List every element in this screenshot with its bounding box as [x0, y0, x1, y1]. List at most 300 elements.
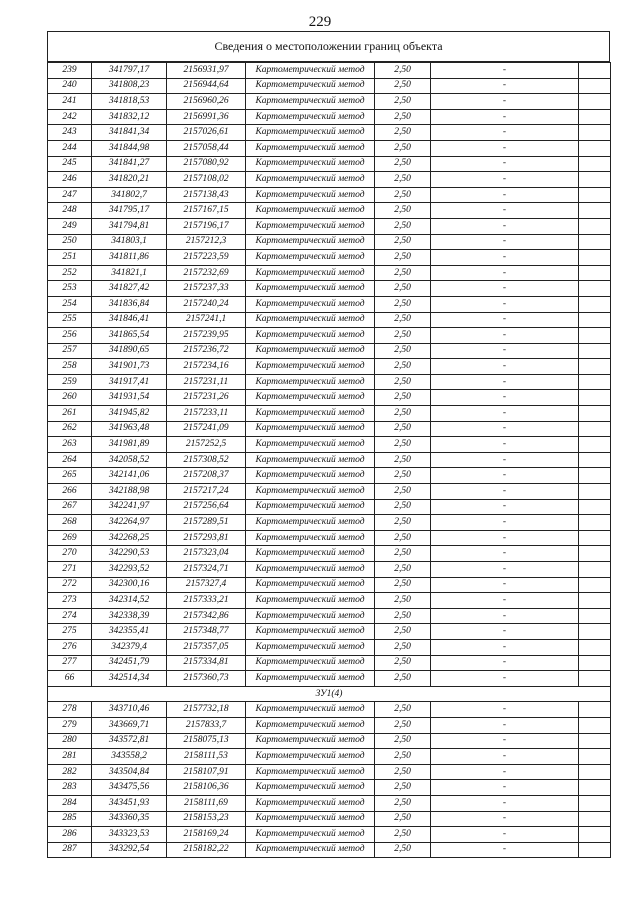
table-row — [48, 593, 611, 609]
table-row — [48, 125, 611, 141]
y-coordinate-cell: 2157232,69 — [167, 265, 246, 281]
x-coordinate-cell: 341808,23 — [92, 78, 167, 94]
point-number-cell: 271 — [48, 562, 92, 578]
accuracy-cell: 2,50 — [375, 296, 431, 312]
y-coordinate-cell: 2157333,21 — [167, 593, 246, 609]
document-sheet — [47, 31, 610, 858]
accuracy-cell: 2,50 — [375, 764, 431, 780]
description-cell: - — [431, 530, 579, 546]
accuracy-cell: 2,50 — [375, 172, 431, 188]
description-cell: - — [431, 421, 579, 437]
method-cell: Картометрический метод — [246, 562, 375, 578]
y-coordinate-cell: 2157196,17 — [167, 218, 246, 234]
x-coordinate-cell: 342451,79 — [92, 655, 167, 671]
method-cell: Картометрический метод — [246, 406, 375, 422]
empty-cell — [579, 234, 611, 250]
empty-cell — [579, 562, 611, 578]
table-row — [48, 265, 611, 281]
table-row — [48, 624, 611, 640]
point-number-cell: 276 — [48, 639, 92, 655]
x-coordinate-cell: 342058,52 — [92, 452, 167, 468]
method-cell: Картометрический метод — [246, 717, 375, 733]
accuracy-cell: 2,50 — [375, 499, 431, 515]
empty-cell — [579, 125, 611, 141]
table-row — [48, 78, 611, 94]
empty-cell — [579, 94, 611, 110]
description-cell: - — [431, 811, 579, 827]
table-row — [48, 343, 611, 359]
y-coordinate-cell: 2157252,5 — [167, 437, 246, 453]
method-cell: Картометрический метод — [246, 780, 375, 796]
method-cell: Картометрический метод — [246, 764, 375, 780]
table-row — [48, 328, 611, 344]
y-coordinate-cell: 2157231,11 — [167, 374, 246, 390]
empty-cell — [579, 608, 611, 624]
method-cell: Картометрический метод — [246, 608, 375, 624]
accuracy-cell: 2,50 — [375, 359, 431, 375]
empty-cell — [579, 359, 611, 375]
accuracy-cell: 2,50 — [375, 702, 431, 718]
description-cell: - — [431, 671, 579, 687]
description-cell: - — [431, 795, 579, 811]
table-row — [48, 390, 611, 406]
point-number-cell: 281 — [48, 749, 92, 765]
y-coordinate-cell: 2157138,43 — [167, 187, 246, 203]
empty-cell — [579, 624, 611, 640]
point-number-cell: 240 — [48, 78, 92, 94]
accuracy-cell: 2,50 — [375, 187, 431, 203]
description-cell: - — [431, 296, 579, 312]
description-cell: - — [431, 250, 579, 266]
page-number: 229 — [308, 14, 332, 30]
y-coordinate-cell: 2157223,59 — [167, 250, 246, 266]
description-cell: - — [431, 437, 579, 453]
empty-cell — [579, 78, 611, 94]
table-row — [48, 608, 611, 624]
description-cell: - — [431, 733, 579, 749]
empty-cell — [579, 437, 611, 453]
point-number-cell: 244 — [48, 140, 92, 156]
empty-cell — [579, 827, 611, 843]
x-coordinate-cell: 343669,71 — [92, 717, 167, 733]
table-row — [48, 187, 611, 203]
method-cell: Картометрический метод — [246, 265, 375, 281]
point-number-cell: 66 — [48, 671, 92, 687]
point-number-cell: 260 — [48, 390, 92, 406]
point-number-cell: 264 — [48, 452, 92, 468]
x-coordinate-cell: 342141,06 — [92, 468, 167, 484]
description-cell: - — [431, 655, 579, 671]
description-cell: - — [431, 265, 579, 281]
point-number-cell: 256 — [48, 328, 92, 344]
accuracy-cell: 2,50 — [375, 452, 431, 468]
y-coordinate-cell: 2157026,61 — [167, 125, 246, 141]
method-cell: Картометрический метод — [246, 281, 375, 297]
description-cell: - — [431, 749, 579, 765]
x-coordinate-cell: 341865,54 — [92, 328, 167, 344]
empty-cell — [579, 749, 611, 765]
empty-cell — [579, 546, 611, 562]
x-coordinate-cell: 343710,46 — [92, 702, 167, 718]
empty-cell — [579, 515, 611, 531]
method-cell: Картометрический метод — [246, 639, 375, 655]
accuracy-cell: 2,50 — [375, 530, 431, 546]
x-coordinate-cell: 342293,52 — [92, 562, 167, 578]
y-coordinate-cell: 2157234,16 — [167, 359, 246, 375]
x-coordinate-cell: 343558,2 — [92, 749, 167, 765]
method-cell: Картометрический метод — [246, 343, 375, 359]
description-cell: - — [431, 156, 579, 172]
method-cell: Картометрический метод — [246, 624, 375, 640]
empty-cell — [579, 655, 611, 671]
table-row — [48, 374, 611, 390]
point-number-cell: 284 — [48, 795, 92, 811]
description-cell: - — [431, 827, 579, 843]
point-number-cell: 267 — [48, 499, 92, 515]
accuracy-cell: 2,50 — [375, 671, 431, 687]
y-coordinate-cell: 2157240,24 — [167, 296, 246, 312]
table-title: Сведения о местоположении границ объекта — [47, 31, 610, 62]
point-number-cell: 248 — [48, 203, 92, 219]
method-cell: Картометрический метод — [246, 452, 375, 468]
empty-cell — [579, 577, 611, 593]
x-coordinate-cell: 343475,56 — [92, 780, 167, 796]
x-coordinate-cell: 341797,17 — [92, 63, 167, 79]
accuracy-cell: 2,50 — [375, 328, 431, 344]
empty-cell — [579, 499, 611, 515]
empty-cell — [579, 343, 611, 359]
x-coordinate-cell: 341827,42 — [92, 281, 167, 297]
description-cell: - — [431, 406, 579, 422]
method-cell: Картометрический метод — [246, 359, 375, 375]
empty-cell — [579, 187, 611, 203]
empty-cell — [579, 281, 611, 297]
accuracy-cell: 2,50 — [375, 125, 431, 141]
method-cell: Картометрический метод — [246, 671, 375, 687]
table-row — [48, 234, 611, 250]
empty-cell — [579, 764, 611, 780]
y-coordinate-cell: 2158153,23 — [167, 811, 246, 827]
method-cell: Картометрический метод — [246, 94, 375, 110]
empty-cell — [579, 312, 611, 328]
accuracy-cell: 2,50 — [375, 795, 431, 811]
y-coordinate-cell: 2158182,22 — [167, 842, 246, 858]
description-cell: - — [431, 234, 579, 250]
y-coordinate-cell: 2157058,44 — [167, 140, 246, 156]
accuracy-cell: 2,50 — [375, 250, 431, 266]
accuracy-cell: 2,50 — [375, 608, 431, 624]
table-row — [48, 702, 611, 718]
y-coordinate-cell: 2157289,51 — [167, 515, 246, 531]
y-coordinate-cell: 2157241,09 — [167, 421, 246, 437]
description-cell: - — [431, 515, 579, 531]
method-cell: Картометрический метод — [246, 702, 375, 718]
accuracy-cell: 2,50 — [375, 234, 431, 250]
x-coordinate-cell: 341931,54 — [92, 390, 167, 406]
description-cell: - — [431, 343, 579, 359]
accuracy-cell: 2,50 — [375, 140, 431, 156]
accuracy-cell: 2,50 — [375, 265, 431, 281]
method-cell: Картометрический метод — [246, 203, 375, 219]
y-coordinate-cell: 2157323,04 — [167, 546, 246, 562]
description-cell: - — [431, 702, 579, 718]
accuracy-cell: 2,50 — [375, 733, 431, 749]
description-cell: - — [431, 717, 579, 733]
x-coordinate-cell: 342188,98 — [92, 484, 167, 500]
y-coordinate-cell: 2157239,95 — [167, 328, 246, 344]
x-coordinate-cell: 341890,65 — [92, 343, 167, 359]
description-cell: - — [431, 499, 579, 515]
accuracy-cell: 2,50 — [375, 406, 431, 422]
description-cell: - — [431, 842, 579, 858]
point-number-cell: 269 — [48, 530, 92, 546]
x-coordinate-cell: 342514,34 — [92, 671, 167, 687]
description-cell: - — [431, 172, 579, 188]
empty-cell — [579, 374, 611, 390]
method-cell: Картометрический метод — [246, 842, 375, 858]
method-cell: Картометрический метод — [246, 63, 375, 79]
method-cell: Картометрический метод — [246, 312, 375, 328]
x-coordinate-cell: 342241,97 — [92, 499, 167, 515]
description-cell: - — [431, 639, 579, 655]
description-cell: - — [431, 312, 579, 328]
table-row — [48, 749, 611, 765]
y-coordinate-cell: 2158111,53 — [167, 749, 246, 765]
accuracy-cell: 2,50 — [375, 484, 431, 500]
accuracy-cell: 2,50 — [375, 468, 431, 484]
y-coordinate-cell: 2157256,64 — [167, 499, 246, 515]
table-row — [48, 203, 611, 219]
description-cell: - — [431, 452, 579, 468]
point-number-cell: 277 — [48, 655, 92, 671]
method-cell: Картометрический метод — [246, 811, 375, 827]
y-coordinate-cell: 2157236,72 — [167, 343, 246, 359]
point-number-cell: 279 — [48, 717, 92, 733]
y-coordinate-cell: 2156960,26 — [167, 94, 246, 110]
x-coordinate-cell: 341821,1 — [92, 265, 167, 281]
method-cell: Картометрический метод — [246, 140, 375, 156]
empty-cell — [579, 203, 611, 219]
point-number-cell: 263 — [48, 437, 92, 453]
y-coordinate-cell: 2158169,24 — [167, 827, 246, 843]
point-number-cell: 261 — [48, 406, 92, 422]
accuracy-cell: 2,50 — [375, 639, 431, 655]
x-coordinate-cell: 341803,1 — [92, 234, 167, 250]
table-row — [48, 655, 611, 671]
empty-cell — [579, 671, 611, 687]
table-row — [48, 530, 611, 546]
empty-cell — [579, 218, 611, 234]
method-cell: Картометрический метод — [246, 733, 375, 749]
boundary-table — [47, 62, 611, 858]
description-cell: - — [431, 577, 579, 593]
point-number-cell: 268 — [48, 515, 92, 531]
y-coordinate-cell: 2157348,77 — [167, 624, 246, 640]
y-coordinate-cell: 2157324,71 — [167, 562, 246, 578]
accuracy-cell: 2,50 — [375, 390, 431, 406]
y-coordinate-cell: 2157231,26 — [167, 390, 246, 406]
method-cell: Картометрический метод — [246, 484, 375, 500]
point-number-cell: 270 — [48, 546, 92, 562]
description-cell: - — [431, 593, 579, 609]
accuracy-cell: 2,50 — [375, 203, 431, 219]
point-number-cell: 241 — [48, 94, 92, 110]
table-row — [48, 562, 611, 578]
method-cell: Картометрический метод — [246, 374, 375, 390]
point-number-cell: 246 — [48, 172, 92, 188]
x-coordinate-cell: 341901,73 — [92, 359, 167, 375]
accuracy-cell: 2,50 — [375, 374, 431, 390]
x-coordinate-cell: 341981,89 — [92, 437, 167, 453]
empty-cell — [579, 733, 611, 749]
method-cell: Картометрический метод — [246, 515, 375, 531]
table-row — [48, 717, 611, 733]
description-cell: - — [431, 468, 579, 484]
method-cell: Картометрический метод — [246, 468, 375, 484]
table-row — [48, 764, 611, 780]
accuracy-cell: 2,50 — [375, 515, 431, 531]
y-coordinate-cell: 2157208,37 — [167, 468, 246, 484]
table-row — [48, 639, 611, 655]
x-coordinate-cell: 343360,35 — [92, 811, 167, 827]
point-number-cell: 247 — [48, 187, 92, 203]
point-number-cell: 254 — [48, 296, 92, 312]
table-row — [48, 140, 611, 156]
point-number-cell: 285 — [48, 811, 92, 827]
method-cell: Картометрический метод — [246, 499, 375, 515]
method-cell: Картометрический метод — [246, 655, 375, 671]
method-cell: Картометрический метод — [246, 328, 375, 344]
point-number-cell: 250 — [48, 234, 92, 250]
description-cell: - — [431, 484, 579, 500]
empty-cell — [579, 842, 611, 858]
x-coordinate-cell: 342290,53 — [92, 546, 167, 562]
point-number-cell: 282 — [48, 764, 92, 780]
table-row — [48, 109, 611, 125]
y-coordinate-cell: 2156991,36 — [167, 109, 246, 125]
empty-cell — [579, 639, 611, 655]
point-number-cell: 272 — [48, 577, 92, 593]
table-row — [48, 811, 611, 827]
point-number-cell: 251 — [48, 250, 92, 266]
empty-cell — [579, 156, 611, 172]
y-coordinate-cell: 2158075,13 — [167, 733, 246, 749]
x-coordinate-cell: 342300,16 — [92, 577, 167, 593]
point-number-cell: 266 — [48, 484, 92, 500]
method-cell: Картометрический метод — [246, 827, 375, 843]
table-row — [48, 671, 611, 687]
y-coordinate-cell: 2157237,33 — [167, 281, 246, 297]
description-cell: - — [431, 546, 579, 562]
y-coordinate-cell: 2158111,69 — [167, 795, 246, 811]
y-coordinate-cell: 2157241,1 — [167, 312, 246, 328]
table-row — [48, 172, 611, 188]
accuracy-cell: 2,50 — [375, 624, 431, 640]
method-cell: Картометрический метод — [246, 109, 375, 125]
y-coordinate-cell: 2157360,73 — [167, 671, 246, 687]
table-row — [48, 250, 611, 266]
empty-cell — [579, 717, 611, 733]
table-row — [48, 577, 611, 593]
table-row — [48, 827, 611, 843]
point-number-cell: 243 — [48, 125, 92, 141]
empty-cell — [579, 484, 611, 500]
y-coordinate-cell: 2157293,81 — [167, 530, 246, 546]
x-coordinate-cell: 341832,12 — [92, 109, 167, 125]
accuracy-cell: 2,50 — [375, 546, 431, 562]
empty-cell — [579, 530, 611, 546]
accuracy-cell: 2,50 — [375, 312, 431, 328]
x-coordinate-cell: 341802,7 — [92, 187, 167, 203]
y-coordinate-cell: 2157167,15 — [167, 203, 246, 219]
description-cell: - — [431, 780, 579, 796]
accuracy-cell: 2,50 — [375, 749, 431, 765]
empty-cell — [579, 265, 611, 281]
y-coordinate-cell: 2157108,02 — [167, 172, 246, 188]
y-coordinate-cell: 2157080,92 — [167, 156, 246, 172]
method-cell: Картометрический метод — [246, 156, 375, 172]
table-row — [48, 515, 611, 531]
table-row — [48, 452, 611, 468]
table-row — [48, 546, 611, 562]
accuracy-cell: 2,50 — [375, 94, 431, 110]
y-coordinate-cell: 2157233,11 — [167, 406, 246, 422]
method-cell: Картометрический метод — [246, 187, 375, 203]
x-coordinate-cell: 341963,48 — [92, 421, 167, 437]
x-coordinate-cell: 342268,25 — [92, 530, 167, 546]
accuracy-cell: 2,50 — [375, 156, 431, 172]
empty-cell — [579, 421, 611, 437]
point-number-cell: 262 — [48, 421, 92, 437]
method-cell: Картометрический метод — [246, 250, 375, 266]
description-cell: - — [431, 562, 579, 578]
y-coordinate-cell: 2157327,4 — [167, 577, 246, 593]
y-coordinate-cell: 2157357,05 — [167, 639, 246, 655]
point-number-cell: 273 — [48, 593, 92, 609]
y-coordinate-cell: 2157308,52 — [167, 452, 246, 468]
description-cell: - — [431, 109, 579, 125]
method-cell: Картометрический метод — [246, 437, 375, 453]
x-coordinate-cell: 341945,82 — [92, 406, 167, 422]
empty-cell — [579, 328, 611, 344]
x-coordinate-cell: 341794,81 — [92, 218, 167, 234]
y-coordinate-cell: 2156944,64 — [167, 78, 246, 94]
description-cell: - — [431, 218, 579, 234]
point-number-cell: 278 — [48, 702, 92, 718]
table-row — [48, 312, 611, 328]
description-cell: - — [431, 140, 579, 156]
x-coordinate-cell: 343504,84 — [92, 764, 167, 780]
empty-cell — [579, 593, 611, 609]
x-coordinate-cell: 342264,97 — [92, 515, 167, 531]
empty-cell — [579, 296, 611, 312]
empty-cell — [579, 795, 611, 811]
empty-cell — [579, 811, 611, 827]
point-number-cell: 253 — [48, 281, 92, 297]
y-coordinate-cell: 2157212,3 — [167, 234, 246, 250]
y-coordinate-cell: 2157342,86 — [167, 608, 246, 624]
x-coordinate-cell: 342314,52 — [92, 593, 167, 609]
table-row — [48, 780, 611, 796]
accuracy-cell: 2,50 — [375, 593, 431, 609]
point-number-cell: 259 — [48, 374, 92, 390]
method-cell: Картометрический метод — [246, 749, 375, 765]
table-row — [48, 156, 611, 172]
empty-cell — [579, 250, 611, 266]
description-cell: - — [431, 281, 579, 297]
x-coordinate-cell: 343323,53 — [92, 827, 167, 843]
accuracy-cell: 2,50 — [375, 78, 431, 94]
